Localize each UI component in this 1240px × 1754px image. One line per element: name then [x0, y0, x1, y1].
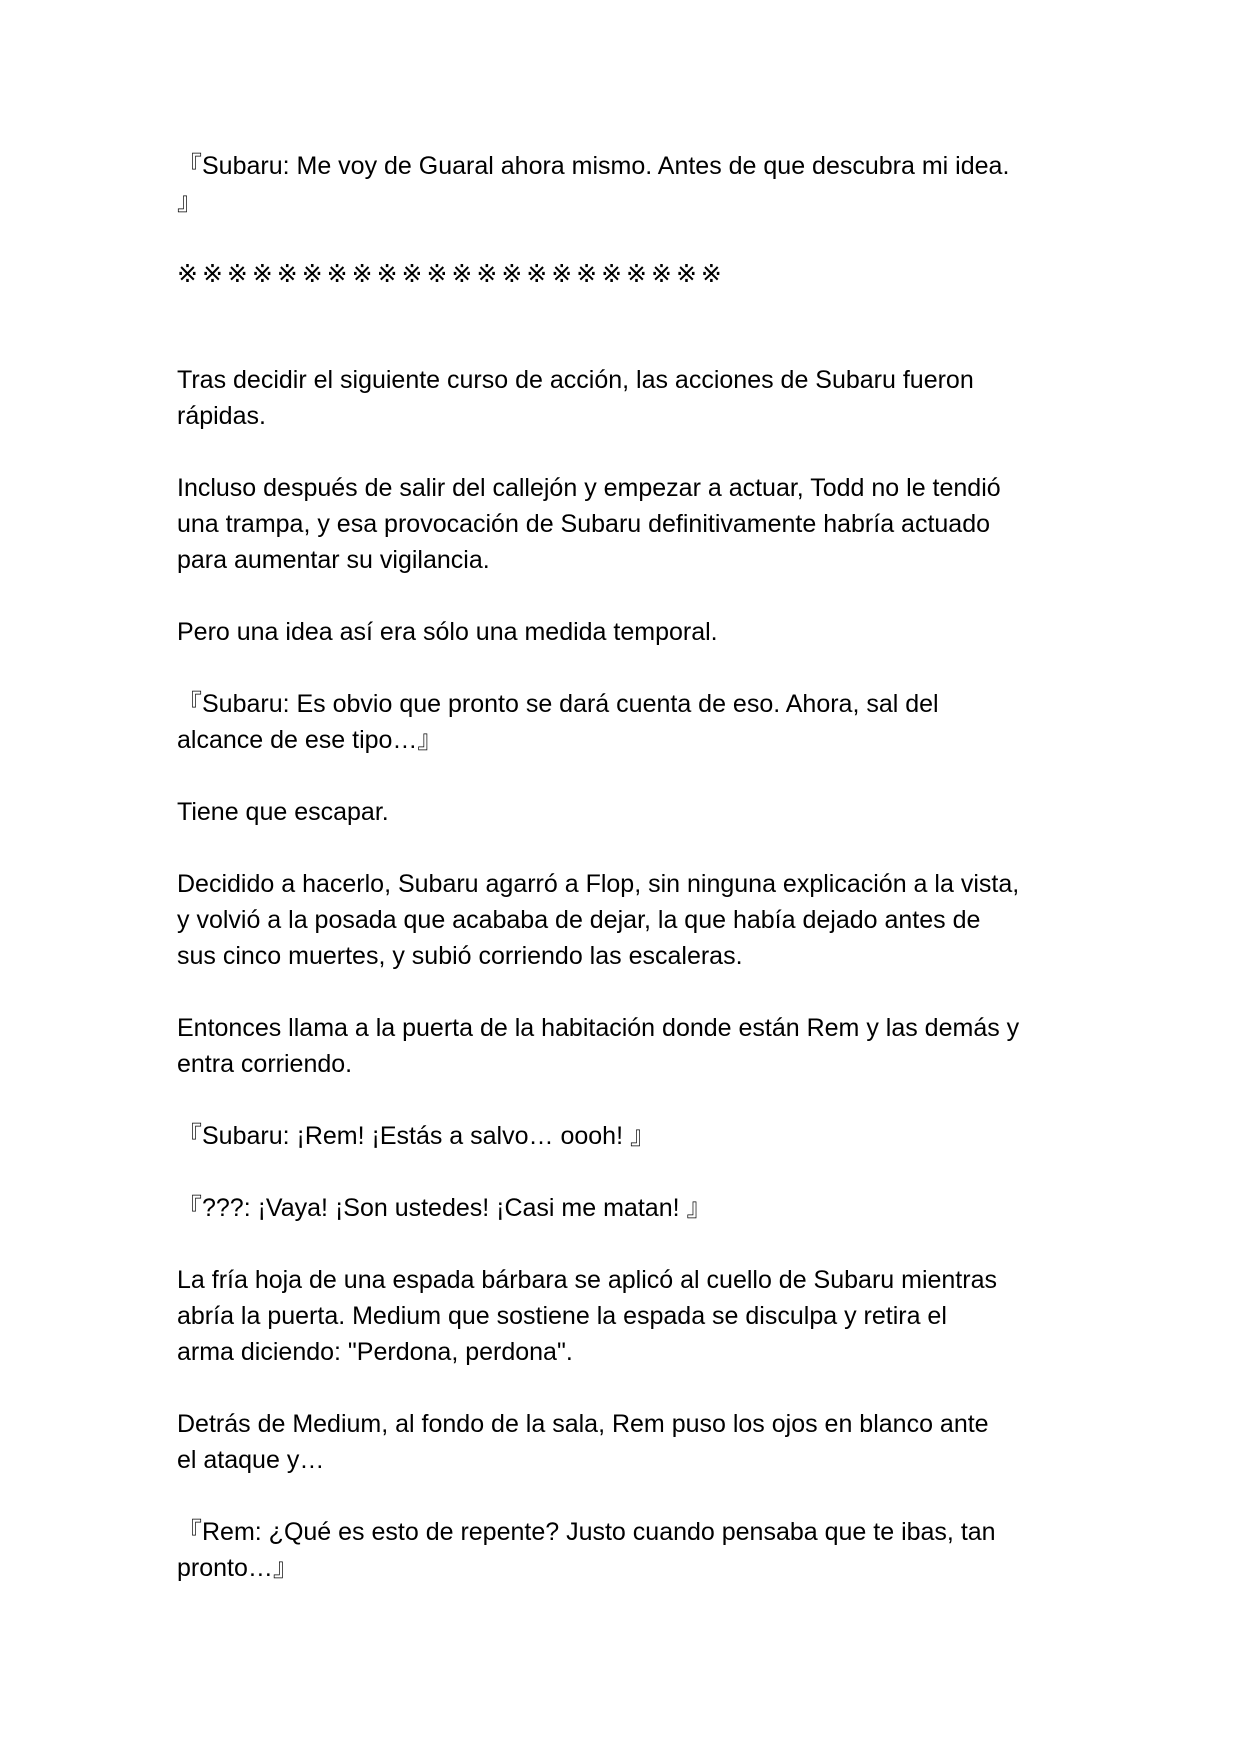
- paragraph-escape: Tiene que escapar.: [177, 798, 389, 826]
- dialogue-subaru-leaving: 『Subaru: Me voy de Guaral ahora mismo. Antes de que descubra mi idea. 』: [177, 152, 1010, 216]
- dialogue-subaru-rem: 『Subaru: ¡Rem! ¡Estás a salvo… oooh! 』: [177, 1122, 655, 1150]
- paragraph-knock-door: Entonces llama a la puerta de la habitación donde están Rem y las demás y entra corriendo.: [177, 1014, 1020, 1078]
- document-body: [177, 148, 1077, 1622]
- paragraph-temporary-measure: Pero una idea así era sólo una medida temporal.: [177, 618, 718, 646]
- paragraph-todd-trap: Incluso después de salir del callejón y empezar a actuar, Todd no le tendió una trampa, y esa provocación de Subaru definitivamente habría actuado para aumentar su vigilancia.: [177, 474, 1001, 574]
- dialogue-unknown: 『???: ¡Vaya! ¡Son ustedes! ¡Casi me matan! 』: [177, 1194, 712, 1222]
- dialogue-subaru-realize: 『Subaru: Es obvio que pronto se dará cuenta de eso. Ahora, sal del alcance de ese tipo…』: [177, 690, 939, 754]
- paragraph-decision: Tras decidir el siguiente curso de acción, las acciones de Subaru fueron rápidas.: [177, 366, 974, 430]
- paragraph-sword: La fría hoja de una espada bárbara se aplicó al cuello de Subaru mientras abría la puerta. Medium que sostiene la espada se disculpa y retira el arma diciendo: "Perdona, perdona".: [177, 1266, 997, 1366]
- section-separator: ※※※※※※※※※※※※※※※※※※※※※※: [177, 259, 726, 288]
- dialogue-rem: 『Rem: ¿Qué es esto de repente? Justo cuando pensaba que te ibas, tan pronto…』: [177, 1518, 996, 1582]
- paragraph-flop-inn: Decidido a hacerlo, Subaru agarró a Flop, sin ninguna explicación a la vista, y volvió a la posada que acababa de dejar, la que había dejado antes de sus cinco muertes, y subió corriendo las escaleras.: [177, 870, 1020, 970]
- paragraph-rem-eyes: Detrás de Medium, al fondo de la sala, Rem puso los ojos en blanco ante el ataque y…: [177, 1410, 989, 1474]
